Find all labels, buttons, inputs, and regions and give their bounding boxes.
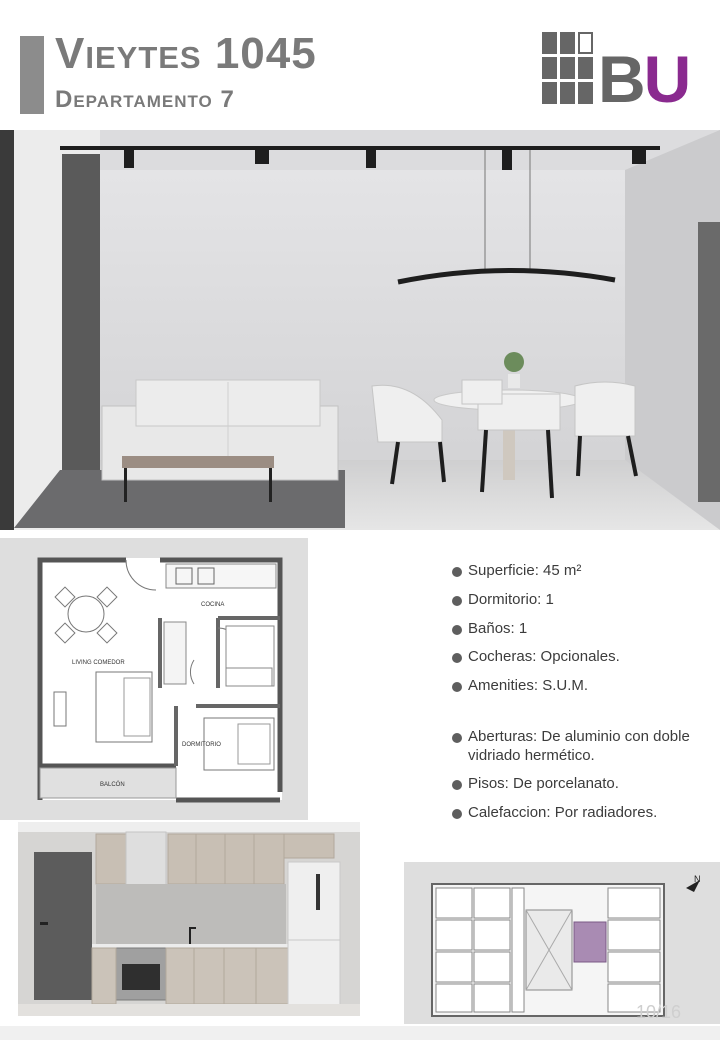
feature-label: Dormitorio:: [468, 590, 542, 608]
feature-value: De aluminio con doble vidriado hermético.: [468, 727, 690, 764]
features-group-primary: [440, 562, 710, 696]
feature-item: [440, 591, 710, 610]
feature-value: Por radiadores.: [554, 804, 658, 821]
feature-item: [440, 620, 710, 639]
site-plan-drawing: [404, 862, 720, 1024]
features-group-secondary: [440, 728, 710, 823]
feature-label: Pisos:: [468, 775, 509, 793]
feature-label: Superficie:: [468, 562, 539, 579]
bullet-icon: [452, 625, 462, 635]
feature-item: [440, 775, 710, 794]
feature-item: [440, 728, 710, 766]
feature-label: Cocheras:: [468, 648, 537, 666]
feature-item: [440, 562, 710, 581]
bullet-icon: [452, 780, 462, 790]
bu-logo: [540, 32, 690, 114]
bullet-icon: [452, 567, 462, 577]
bullet-icon: [452, 682, 462, 692]
feature-label: Aberturas:: [468, 727, 538, 745]
feature-value: 45 m²: [543, 562, 582, 579]
living-room-render: [0, 130, 720, 530]
room-label-balcon: BALCÓN: [100, 782, 125, 788]
logo-squares-icon: [542, 32, 602, 110]
site-plan-panel: [404, 862, 720, 1024]
features-list: [440, 562, 710, 833]
page-number: 10/16: [636, 1002, 682, 1022]
kitchen-render: [18, 822, 360, 1016]
feature-value: 1: [518, 619, 528, 637]
logo-wordmark: BU: [598, 42, 690, 116]
bottom-strip: [0, 1026, 720, 1040]
bullet-icon: [452, 733, 462, 743]
feature-value: 1: [545, 590, 554, 608]
page-subtitle: Departamento 7: [55, 86, 235, 113]
feature-label: Amenities:: [468, 677, 539, 694]
floor-plan-panel: [0, 538, 308, 820]
page-title: Vieytes 1045: [55, 29, 317, 78]
room-label-cocina: COCINA: [201, 602, 225, 608]
bullet-icon: [452, 809, 462, 819]
feature-item: [440, 677, 710, 696]
header: [0, 6, 720, 128]
feature-item: [440, 648, 710, 667]
feature-value: De porcelanato.: [513, 775, 619, 793]
feature-item: [440, 804, 710, 823]
feature-label: Calefaccion:: [468, 804, 551, 821]
feature-value: Opcionales.: [540, 648, 620, 666]
header-accent-bar: [20, 36, 44, 114]
room-label-dormitorio: DORMITORIO: [182, 742, 221, 748]
north-label: N: [694, 874, 701, 884]
bullet-icon: [452, 596, 462, 606]
feature-value: S.U.M.: [542, 677, 589, 694]
bullet-icon: [452, 653, 462, 663]
floor-plan-drawing: [0, 538, 308, 820]
room-label-living: LIVING COMEDOR: [72, 660, 125, 666]
feature-label: Baños:: [468, 619, 515, 637]
